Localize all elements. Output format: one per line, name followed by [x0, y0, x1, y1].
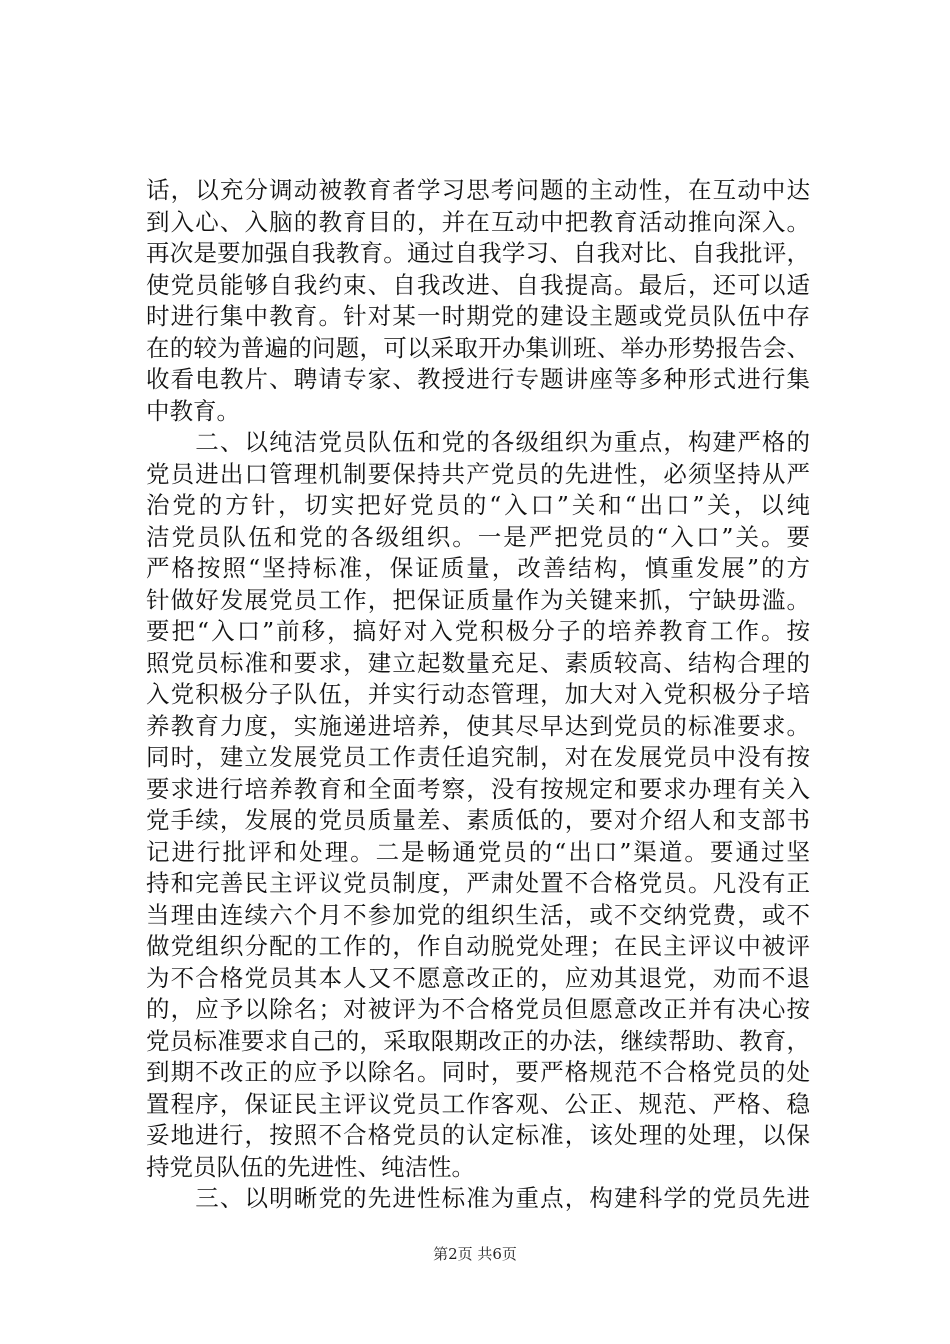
text-line: 养教育力度，实施递进培养，使其尽早达到党员的标准要求。: [146, 711, 810, 740]
text-line: 做党组织分配的工作的，作自动脱党处理；在民主评议中被评: [146, 932, 810, 960]
text-line: 时进行集中教育。针对某一时期党的建设主题或党员队伍中存: [146, 302, 810, 330]
text-line: 记进行批评和处理。二是畅通党员的“出口”渠道。要通过坚: [146, 837, 810, 866]
text-line: 针做好发展党员工作，把保证质量作为关键来抓，宁缺毋滥。: [146, 585, 810, 614]
page-footer: 第2页 共6页: [433, 1245, 517, 1263]
text-line: 置程序，保证民主评议党员工作客观、公正、规范、严格、稳: [146, 1089, 810, 1118]
text-line: 在的较为普遍的问题，可以采取开办集训班、举办形势报告会、: [146, 333, 810, 362]
text-line: 党手续，发展的党员质量差、素质低的，要对介绍人和支部书: [146, 806, 810, 834]
text-line: 三、以明晰党的先进性标准为重点，构建科学的党员先进: [146, 1184, 810, 1212]
text-line: 中教育。: [146, 396, 240, 425]
text-line: 话，以充分调动被教育者学习思考问题的主动性，在互动中达: [146, 176, 810, 204]
text-line: 党员标准要求自己的，采取限期改正的办法，继续帮助、教育，: [146, 1026, 810, 1055]
text-line: 持党员队伍的先进性、纯洁性。: [146, 1152, 475, 1181]
text-line: 的，应予以除名；对被评为不合格党员但愿意改正并有决心按: [146, 995, 810, 1023]
text-line: 党员进出口管理机制要保持共产党员的先进性，必须坚持从严: [146, 459, 810, 488]
text-line: 严格按照“坚持标准，保证质量，改善结构，慎重发展”的方: [146, 554, 810, 582]
body-text: [146, 175, 810, 1215]
text-line: 照党员标准和要求，建立起数量充足、素质较高、结构合理的: [146, 648, 810, 677]
text-line: 要把“入口”前移，搞好对入党积极分子的培养教育工作。按: [146, 617, 810, 645]
text-line: 要求进行培养教育和全面考察，没有按规定和要求办理有关入: [146, 774, 810, 803]
text-line: 使党员能够自我约束、自我改进、自我提高。最后，还可以适: [146, 270, 810, 299]
text-line: 再次是要加强自我教育。通过自我学习、自我对比、自我批评，: [146, 239, 810, 267]
text-line: 入党积极分子队伍，并实行动态管理，加大对入党积极分子培: [146, 680, 810, 708]
text-line: 持和完善民主评议党员制度，严肃处置不合格党员。凡没有正: [146, 869, 810, 897]
text-line: 到期不改正的应予以除名。同时，要严格规范不合格党员的处: [146, 1058, 810, 1086]
text-line: 二、以纯洁党员队伍和党的各级组织为重点，构建严格的: [146, 428, 810, 456]
text-line: 妥地进行，按照不合格党员的认定标准，该处理的处理，以保: [146, 1121, 810, 1149]
text-line: 洁党员队伍和党的各级组织。一是严把党员的“入口”关。要: [146, 522, 810, 551]
text-line: 当理由连续六个月不参加党的组织生活，或不交纳党费，或不: [146, 900, 810, 929]
text-line: 收看电教片、聘请专家、教授进行专题讲座等多种形式进行集: [146, 365, 810, 393]
text-line: 同时，建立发展党员工作责任追究制，对在发展党员中没有按: [146, 743, 810, 771]
text-line: 到入心、入脑的教育目的，并在互动中把教育活动推向深入。: [146, 207, 810, 236]
text-line: 为不合格党员其本人又不愿意改正的，应劝其退党，劝而不退: [146, 963, 810, 992]
text-line: 治党的方针，切实把好党员的“入口”关和“出口”关，以纯: [146, 491, 810, 519]
